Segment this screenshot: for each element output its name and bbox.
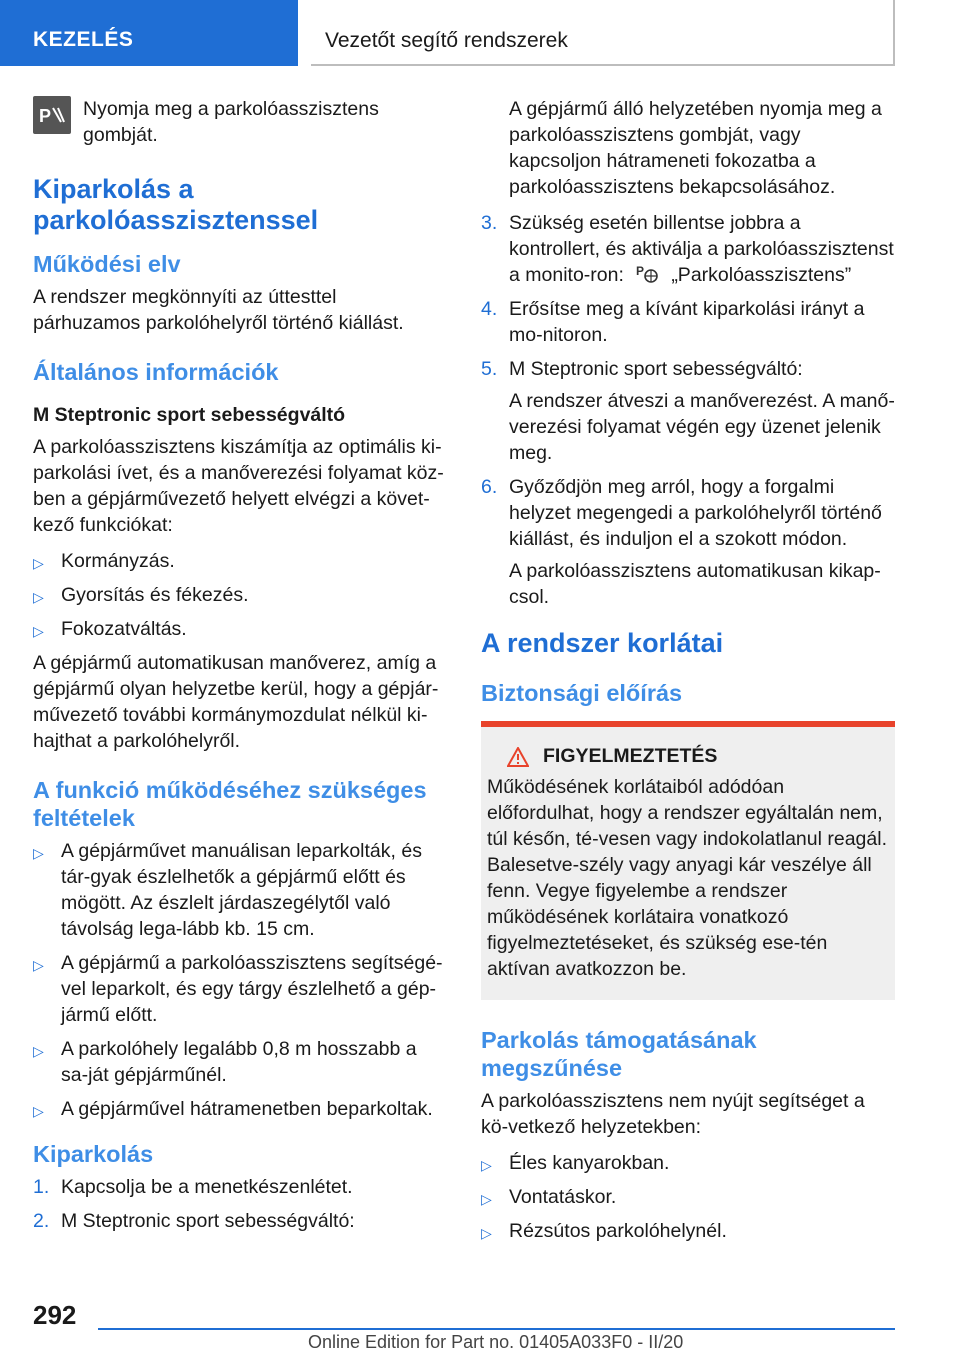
triangle-bullet-icon: ▷ xyxy=(33,957,44,973)
limits-heading: A rendszer korlátai xyxy=(481,628,724,658)
conditions-heading: A funkció működéséhez szükséges feltételek xyxy=(33,777,427,831)
triangle-bullet-icon: ▷ xyxy=(33,1103,44,1119)
warning-title: FIGYELMEZTETÉS xyxy=(487,745,889,768)
svg-text:P: P xyxy=(636,264,645,278)
function-list xyxy=(33,548,449,642)
footer-edition: Online Edition for Part no. 01405A033F0 - II/20 xyxy=(308,1332,684,1352)
list-item: ▷ A gépjárművet manuálisan leparkolták, és tár-gyak észlelhetők a gépjármű előtt és mögött. Az észlelt járdaszegélytől való távolság lega-lább kb. 15 cm. xyxy=(33,840,422,940)
list-item: ▷ Éles kanyarokban. xyxy=(481,1150,895,1176)
end-heading: Parkolás támogatásának megszűnése xyxy=(481,1027,757,1081)
triangle-bullet-icon: ▷ xyxy=(33,589,44,605)
end-text: A parkolóasszisztens nem nyújt segítséget a kö-vetkező helyzetekben: xyxy=(481,1090,865,1138)
principle-heading: Működési elv xyxy=(33,251,181,277)
conditions-list xyxy=(33,838,449,1122)
parking-assistant-icon xyxy=(635,262,661,284)
step-item: 2. M Steptronic sport sebességváltó: xyxy=(33,1210,355,1232)
triangle-bullet-icon: ▷ xyxy=(33,1043,44,1059)
footer-divider xyxy=(98,1328,895,1330)
triangle-bullet-icon: ▷ xyxy=(33,623,44,639)
general-heading: Általános információk xyxy=(33,359,279,385)
section-tab xyxy=(0,0,298,66)
unpark-heading: Kiparkolás xyxy=(33,1141,154,1167)
list-item: ▷ Gyorsítás és fékezés. xyxy=(33,582,449,608)
list-item: ▷ Rézsútos parkolóhelynél. xyxy=(481,1218,895,1244)
step-item: 6. Győződjön meg arról, hogy a forgalmi helyzet megengedi a parkolóhelyről történő kiállást, és induljon el a szokott módon. A parkolóasszisztens automatikusan kikap-csol. xyxy=(481,474,895,610)
warning-box xyxy=(481,721,895,1000)
intro-text: Nyomja meg a parkolóasszisztens gombját. xyxy=(83,98,379,146)
unpark-steps xyxy=(33,1174,449,1234)
page-title: Kiparkolás a parkolóasszisztenssel xyxy=(33,174,319,235)
step-item: 5. M Steptronic sport sebességváltó: A rendszer átveszi a manőverezést. A manő-verezési folyamat végén egy üzenet jelenik meg. xyxy=(481,358,895,464)
step-item: A gépjármű álló helyzetében nyomja meg a parkolóasszisztens gombját, vagy kapcsoljon hátrameneti fokozatba a parkolóasszisztens bekapcsolásához. xyxy=(509,98,882,198)
triangle-bullet-icon: ▷ xyxy=(481,1191,492,1207)
warning-text: Működésének korlátaiból adódóan előfordulhat, hogy a rendszer egyáltalán nem, túl későn, té-vesen vagy indokolatlanul reagál. Balesetve-szély vagy anyagi kár veszélye áll fenn. Vegye figyelembe a rendszer működésének korlátaira vonatkozó figyelmeztetéseket, és szükség ese-tén aktívan avatkozzon be. xyxy=(487,776,887,980)
triangle-bullet-icon: ▷ xyxy=(481,1225,492,1241)
unpark-steps-cont xyxy=(481,96,895,610)
step-item: 4. Erősítse meg a kívánt kiparkolási irányt a mo-nitoron. xyxy=(481,298,865,346)
list-item: ▷ A gépjármű a parkolóasszisztens segítségé-vel leparkolt, és egy tárgy észlelhető a gép-jármű előtt. xyxy=(33,952,443,1026)
svg-text:P: P xyxy=(39,106,52,126)
list-item: ▷ A parkolóhely legalább 0,8 m hosszabb a sa-ját gépjárműnél. xyxy=(33,1038,417,1086)
step-sub-text: A parkolóasszisztens automatikusan kikap-csol. xyxy=(509,560,881,608)
page-number: 292 xyxy=(33,1300,77,1330)
list-item: ▷ Vontatáskor. xyxy=(481,1184,895,1210)
left-column xyxy=(33,96,449,1242)
auto-text: A gépjármű automatikusan manőverez, amíg a gépjármű olyan helyzetbe kerül, hogy a gépjár-művezető további kormánymozdulat nélkül ki-hajthat a parkolóhelyről. xyxy=(33,652,439,752)
triangle-bullet-icon: ▷ xyxy=(33,555,44,571)
step-sub-text: A rendszer átveszi a manőverezést. A manő-verezési folyamat végén egy üzenet jelenik meg. xyxy=(509,390,895,464)
list-item: ▷ Fokozatváltás. xyxy=(33,616,449,642)
step-item: 3. Szükség esetén billentse jobbra a kontrollert, és aktiválja a parkolóasszisztenst a monito-ron: P „Parkolóasszisztens” xyxy=(481,212,894,286)
parking-assistant-button-icon xyxy=(33,96,71,134)
steptronic-heading: M Steptronic sport sebességváltó xyxy=(33,404,346,426)
chapter-title: Vezetőt segítő rendszerek xyxy=(325,29,568,52)
principle-text: A rendszer megkönnyíti az úttesttel párhuzamos parkolóhelyről történő kiállást. xyxy=(33,286,404,334)
section-label: KEZELÉS xyxy=(33,28,134,51)
chapter-header xyxy=(311,0,895,66)
warning-triangle-icon xyxy=(507,747,529,767)
step-item: 1. Kapcsolja be a menetkészenlétet. xyxy=(33,1176,353,1198)
triangle-bullet-icon: ▷ xyxy=(481,1157,492,1173)
end-list xyxy=(481,1150,895,1244)
steptronic-text: A parkolóasszisztens kiszámítja az optimális ki-parkolási ívet, és a manőverezési folyamat köz-ben a gépjárművezető helyett elvégzi a követ-kező funkciókat: xyxy=(33,436,444,536)
list-item: ▷ Kormányzás. xyxy=(33,548,449,574)
triangle-bullet-icon: ▷ xyxy=(33,845,44,861)
safety-heading: Biztonsági előírás xyxy=(481,680,683,706)
right-column xyxy=(481,96,895,1252)
parking-button-instruction xyxy=(33,96,449,148)
list-item: ▷ A gépjárművel hátramenetben beparkoltak. xyxy=(33,1096,449,1122)
